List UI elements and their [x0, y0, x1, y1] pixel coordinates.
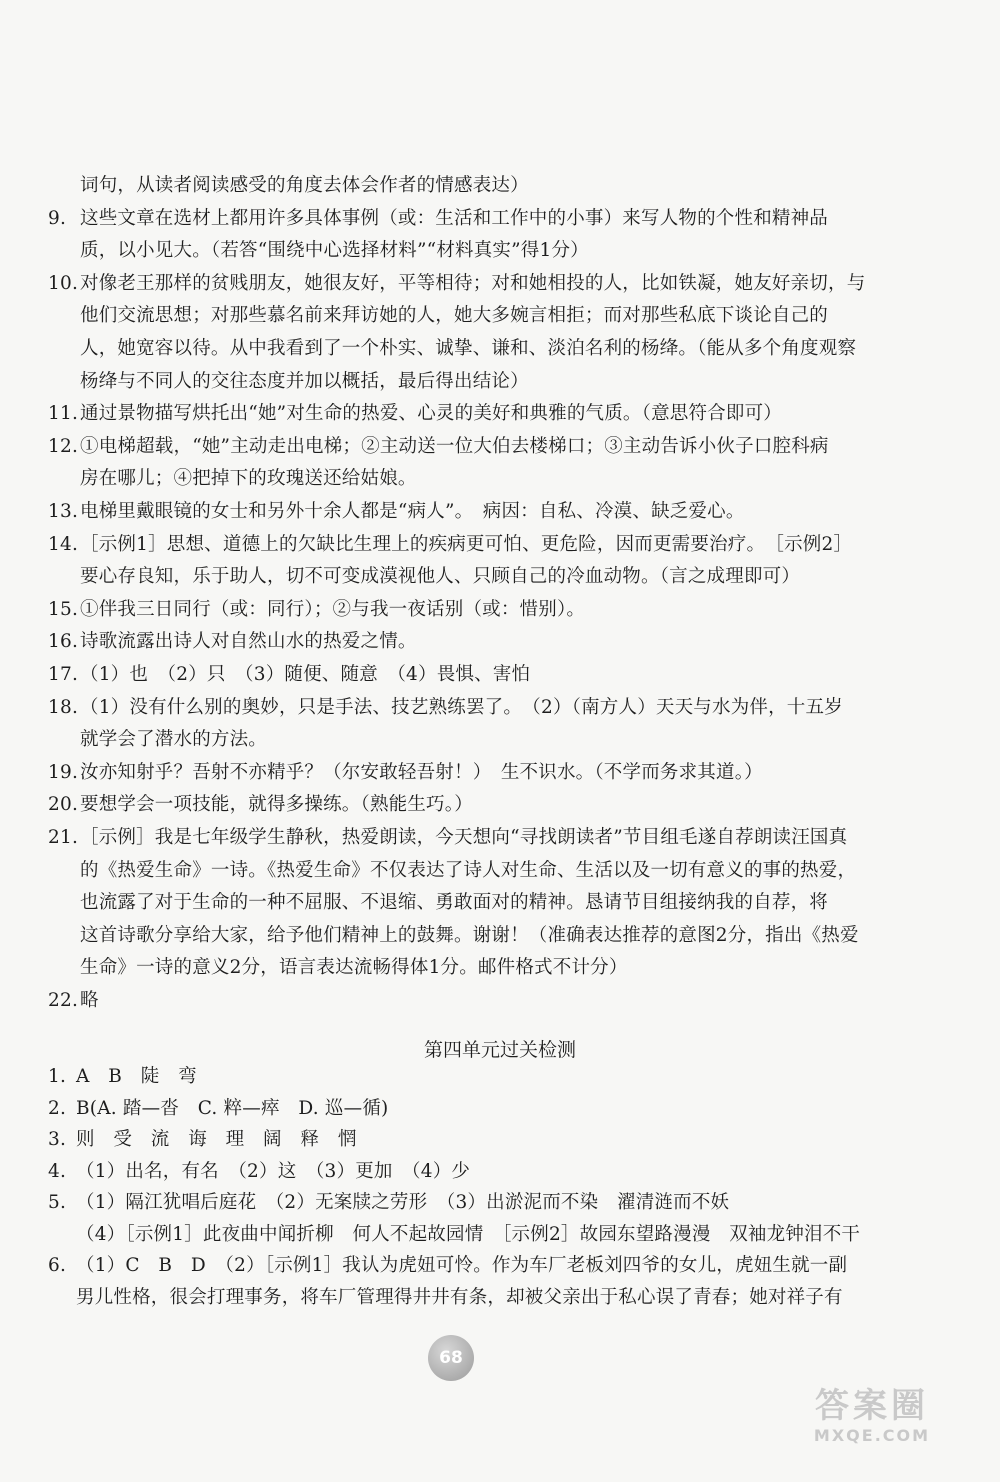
answer-text: 男儿性格，很会打理事务，将车厂管理得井井有条，却被父亲出于私心误了青春；她对祥子有 [76, 1286, 843, 1308]
watermark-url: MXQE.COM [813, 1426, 931, 1445]
answer-text: 对像老王那样的贫贱朋友，她很友好，平等相待；对和她相投的人，比如铁凝，她友好亲切，与 [80, 272, 866, 294]
answer-text: 汝亦知射乎？吾射不亦精乎？（尔安敢轻吾射！） 生不识水。（不学而务求其道。） [80, 761, 763, 783]
watermark-logo [772, 1386, 972, 1452]
answer-text: 这些文章在选材上都用许多具体事例（或：生活和工作中的小事）来写人物的个性和精神品 [80, 207, 829, 229]
answer-text: 房在哪儿；④把掉下的玫瑰送还给姑娘。 [80, 468, 417, 490]
answer-text: 这首诗歌分享给大家，给予他们精神上的鼓舞。谢谢！（准确表达推荐的意图2分，指出《热爱 [80, 924, 859, 946]
answer-text: （1）C B D （2）［示例1］我认为虎妞可怜。作为车厂老板刘四爷的女儿，虎妞生就一副 [76, 1255, 848, 1276]
answer-number: 11. [48, 403, 79, 425]
answer-text: （1）出名，有名 （2）这 （3）更加 （4）少 [76, 1160, 471, 1182]
page-number: 68 [428, 1335, 474, 1381]
answer-number: 16. [48, 631, 79, 653]
section-title: 第四单元过关检测 [423, 1039, 576, 1061]
answer-text: 则 受 流 诲 理 阔 释 惘 [76, 1129, 357, 1150]
answer-text: B(A. 踏—沓 C. 粹—瘁 D. 巡—循) [76, 1097, 389, 1119]
answer-number: 20. [48, 794, 79, 816]
answer-text: 略 [80, 990, 99, 1011]
answer-number: 2. [48, 1097, 67, 1119]
answer-text: 电梯里戴眼镜的女士和另外十余人都是“病人”。 病因：自私、冷漠、缺乏爱心。 [80, 501, 745, 522]
answer-number: 21. [48, 827, 79, 848]
answer-text: 他们交流思想；对那些慕名前来拜访她的人，她大多婉言相拒；而对那些私底下谈论自己的 [80, 305, 829, 327]
answer-number: 12. [48, 435, 79, 457]
answer-text: A B 陡 弯 [76, 1066, 197, 1087]
answer-number: 9. [48, 207, 67, 229]
answer-number: 18. [48, 696, 79, 718]
answer-text: （4）［示例1］此夜曲中闻折柳 何人不起故园情 ［示例2］故园东望路漫漫 双袖龙钟泪不干 [76, 1223, 861, 1245]
watermark-text: 答案圈 [815, 1386, 929, 1426]
answer-number: 17. [48, 664, 79, 685]
answer-text: （1）隔江犹唱后庭花 （2）无案牍之劳形 （3）出淤泥而不染 濯清涟而不妖 [76, 1192, 730, 1213]
answer-text: 人，她宽容以待。从中我看到了一个朴实、诚挚、谦和、淡泊名利的杨绛。（能从多个角度观察 [80, 338, 857, 359]
answer-text: 生命》一诗的意义2分，语言表达流畅得体1分。邮件格式不计分） [80, 957, 628, 979]
answer-number: 4. [48, 1160, 67, 1182]
answer-number: 5. [48, 1192, 67, 1213]
answer-text: 词句，从读者阅读感受的角度去体会作者的情感表达） [80, 175, 529, 196]
answer-number: 19. [48, 761, 79, 783]
answer-text: 诗歌流露出诗人对自然山水的热爱之情。 [80, 631, 417, 653]
answer-text: ［示例］我是七年级学生静秋，热爱朗读，今天想向“寻找朗读者”节目组毛遂自荐朗读汪国真 [80, 827, 848, 848]
answer-text: （1）没有什么别的奥妙，只是手法、技艺熟练罢了。 （2）（南方人）天天与水为伴，十五岁 [80, 696, 843, 718]
answer-text: 通过景物描写烘托出“她”对生命的热爱、心灵的美好和典雅的气质。（意思符合即可） [80, 403, 782, 425]
answer-text: ［示例1］思想、道德上的欠缺比生理上的疾病更可怕、更危险，因而更需要治疗。 ［示例2］ [80, 533, 853, 555]
answer-number: 6. [48, 1255, 67, 1276]
answer-number: 22. [48, 990, 79, 1011]
answer-text: ①电梯超载，“她”主动走出电梯；②主动送一位大伯去楼梯口；③主动告诉小伙子口腔科病 [80, 435, 829, 457]
answer-text: 就学会了潜水的方法。 [80, 729, 268, 751]
answer-text: 要想学会一项技能，就得多操练。（熟能生巧。） [80, 794, 473, 816]
answer-text: 要心存良知，乐于助人，切不可变成漠视他人、只顾自己的冷血动物。（言之成理即可） [80, 566, 801, 588]
answer-number: 13. [48, 501, 79, 522]
answer-text: 杨绛与不同人的交往态度并加以概括，最后得出结论） [80, 370, 529, 392]
answer-number: 10. [48, 272, 79, 294]
answer-text: 质，以小见大。（若答“围绕中心选择材料”“材料真实”得1分） [80, 240, 589, 262]
answer-number: 14. [48, 533, 79, 555]
answer-text: ①伴我三日同行（或：同行）；②与我一夜话别（或：惜别）。 [80, 598, 586, 620]
answer-number: 1. [48, 1066, 67, 1087]
answer-text: 也流露了对于生命的一种不屈服、不退缩、勇敢面对的精神。恳请节目组接纳我的自荐，将 [80, 892, 829, 914]
answer-number: 3. [48, 1129, 67, 1150]
answer-number: 15. [48, 598, 79, 620]
answer-text: 的《热爱生命》一诗。《热爱生命》不仅表达了诗人对生命、生活以及一切有意义的事的热爱， [80, 859, 857, 881]
answer-text: （1）也 （2）只 （3）随便、随意 （4）畏惧、害怕 [80, 664, 531, 685]
